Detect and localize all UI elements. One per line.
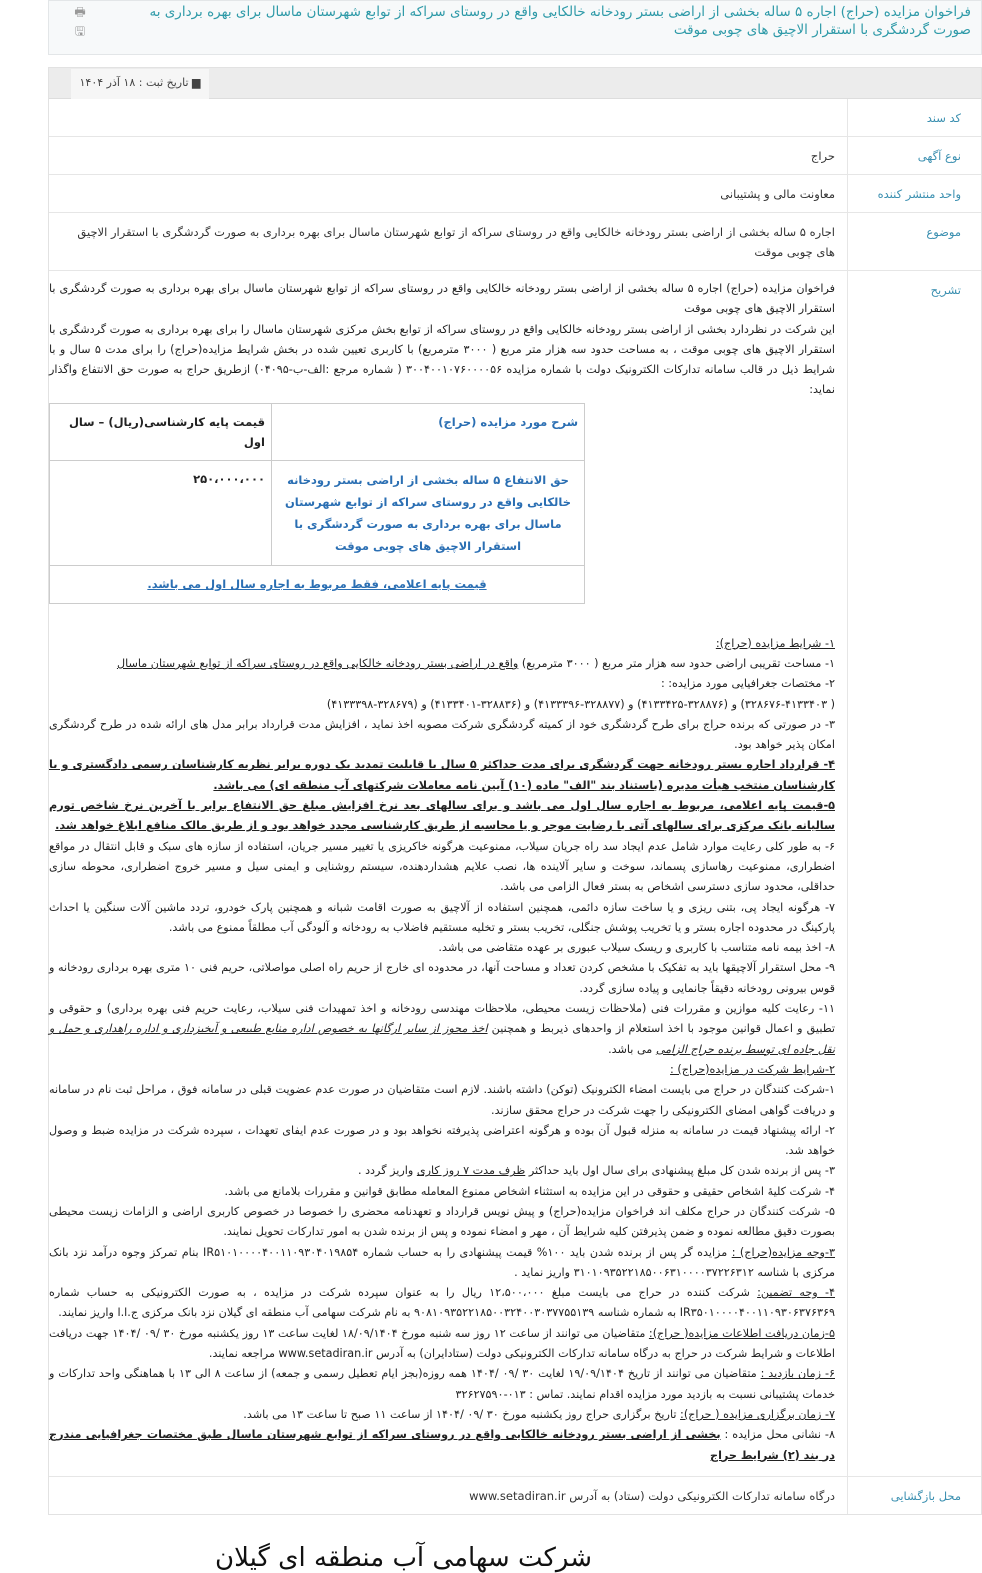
condition-text: واریز گردد . bbox=[357, 1164, 417, 1178]
condition-text: ۹- محل استقرار آلاچیقها باید به تفکیک با مشخص کردن تعداد و مساحت آنها، در محدوده ای خارج از حریم راه اصلی مواصلاتی، حریم فنی ۱۰ متری بهره برداری رودخانه و قوس بیرونی رودخانه دقیقاً جانمایی و پیاده سازی گردد. bbox=[49, 961, 835, 995]
subject-value: اجاره ۵ ساله بخشی از اراضی بستر رودخانه خالکایی واقع در روستای سراکه از توابع شهرستان ماسال برای بهره برداری به صورت گردشگری با استقرار الاچیق های چوبی موقت bbox=[77, 225, 835, 259]
footer-company: شرکت سهامی آب منطقه ای گیلان bbox=[215, 1542, 592, 1573]
condition-text: ۱-شرکت کنندگان در حراج می بایست امضاء الکترونیک (توکن) داشته باشند. لازم است متقاضیان در صورت عدم عضویت قبلی در سامانه فوق ، مراحل ثبت نام در سامانه و دریافت گواهی امضای الکترونیکی را جهت شرکت در حراج محقق سازند. bbox=[49, 1083, 835, 1117]
condition-text: ۵-زمان دریافت اطلاعات مزایده( حراج): bbox=[648, 1326, 835, 1340]
condition-paragraph bbox=[49, 1324, 835, 1365]
condition-paragraph bbox=[49, 1283, 835, 1324]
condition-text: تاریخ برگزاری حراج روز یکشنبه مورخ ۳۰ /۰۹ /۱۴۰۴ از ساعت ۱۱ صبح تا ساعت ۱۳ می باشد. bbox=[243, 1407, 681, 1421]
condition-paragraph bbox=[49, 695, 835, 715]
condition-text: واقع در اراضی بستر رودخانه خالکایی واقع در روستای سراکه از توابع شهرستان ماسال bbox=[116, 656, 519, 670]
condition-text: می باشد. bbox=[608, 1042, 656, 1056]
opening-label: محل بازگشایی bbox=[847, 1477, 981, 1514]
item-table bbox=[49, 403, 585, 604]
condition-paragraph bbox=[49, 898, 835, 939]
condition-paragraph bbox=[49, 1080, 835, 1121]
condition-text: ظرف مدت ۷ روز کاری bbox=[416, 1164, 526, 1178]
condition-paragraph bbox=[49, 1243, 835, 1284]
details-panel bbox=[48, 67, 982, 1515]
page-title: فراخوان مزایده (حراج) اجاره ۵ ساله بخشی از اراضی بستر رودخانه خالکایی واقع در روستای سراکه از توابع شهرستان ماسال برای بهره برداری به صورت گردشگری با استقرار الاچیق های چوبی موقت bbox=[149, 4, 971, 38]
condition-text: ۱- شرایط مزایده (حراج): bbox=[715, 636, 835, 650]
condition-text: ۵- شرکت کنندگان در حراج مکلف اند فراخوان مزایده(حراج) و پیش نویس قرارداد و تعهدنامه محضری را خصوصا در خصوص کاربری اراضی و الزامات زیست محیطی بصورت دقیق مطالعه نموده و ضمن پذیرفتن کلیه شرایط آن ، مهر و امضاء نموده و پس از برنده شدن به امور تدارکات تحویل نمایند. bbox=[49, 1204, 835, 1239]
condition-paragraph bbox=[49, 1161, 835, 1181]
condition-paragraph bbox=[49, 1364, 835, 1405]
condition-paragraph bbox=[49, 999, 835, 1060]
row-opening bbox=[49, 1477, 981, 1514]
item-price: ۲۵۰،۰۰۰،۰۰۰ bbox=[50, 461, 272, 566]
row-description bbox=[49, 271, 981, 1477]
condition-paragraph bbox=[49, 1425, 835, 1466]
condition-paragraph bbox=[49, 715, 835, 756]
condition-text: ۲- مختصات جغرافیایی مورد مزایده: : bbox=[660, 677, 835, 691]
condition-text: متقاضیان می توانند از تاریخ ۱۹/۰۹/۱۴۰۴ لغایت ۳۰ /۰۹ /۱۴۰۴ همه روزه(بجز ایام تعطیل رسمی و جمعه) از ساعت ۸ الی ۱۳ با هماهنگی واحد تدارکات و خدمات پشتیبانی نسبت به بازدید مورد مزایده اقدام نمایند. تماس : ۰۱۳-۳۲۶۲۷۵۹۰ bbox=[49, 1367, 835, 1401]
row-type bbox=[49, 137, 981, 175]
opening-value: درگاه سامانه تدارکات الکترونیکی دولت (ستاد) به آدرس www.setadiran.ir bbox=[469, 1488, 835, 1503]
condition-text: ۳-وجه مزایده(حراج) : bbox=[731, 1245, 835, 1259]
condition-text: ۳- در صورتی که برنده حراج برای طرح گردشگری خود از کمیته گردشگری شرکت مصوبه اخذ نماید ، افزایش مدت قرارداد برابر مدل های ارائه شده در طرح گردشگری امکان پذیر خواهد بود. bbox=[49, 717, 835, 752]
price-note: قیمت پایه اعلامی، فقط مربوط به اجاره سال اول می باشد. bbox=[50, 566, 585, 603]
description-body bbox=[43, 271, 847, 1476]
condition-paragraph bbox=[49, 938, 835, 958]
condition-text: ۲- ارائه پیشنهاد قیمت در سامانه به منزله قبول آن بوده و هرگونه اعتراضی پذیرفته نخواهد بود و در صورت عدم ایفای تعهدات ، سپرده شرکت در مزایده ضبط و وصول خواهد شد. bbox=[49, 1123, 835, 1158]
col-header-desc: شرح مورد مزایده (حراج) bbox=[272, 403, 585, 461]
condition-text: ۶- زمان بازدید : bbox=[760, 1367, 835, 1381]
row-code bbox=[49, 99, 981, 137]
condition-text: شرکت کننده در حراج می بایست مبلغ ۱۲،۵۰۰،۰۰۰ ریال را به عنوان سپرده شرکت در مزایده ، به صورت الکترونیکی به حساب شماره IR۳۵۰۱۰۰۰۰۴۰۰۱۱۰۹۳۰۶۳۷۶۳۶۹ به شماره شناسه ۹۰۸۱۰۹۳۵۲۲۱۸۵۰۰۳۲۴۰۰۳۰۳۷۷۵۵۱۳۹ به نام شرکت سهامی آب منطقه ای گیلان نزد بانک مرکزی ج.ا.ا واریز نمایند. bbox=[49, 1286, 835, 1320]
condition-text: ( ۳۲۸۶۷۶-۴۱۳۳۴۰۳) و (۳۲۸۸۷۶-۴۱۳۳۴۲۵) و (۳۲۸۸۷۷-۴۱۳۳۳۹۶) و (۳۲۸۸۳۶-۴۱۳۳۴۰۱) و (۳۲۸۶۷۹-۴۱۳۳۳۹۸) bbox=[326, 697, 835, 711]
condition-text: ۶- به طور کلی رعایت موارد شامل عدم ایجاد سد راه جریان سیلاب، ممنوعیت هرگونه خاکریزی یا تغییر مسیر جریان، استفاده از سازه های سبک و قابل انتقال در مواقع اضطراری، ممنوعیت رهاسازی پسماند، سوخت و سایر آلاینده ها، نصب علایم هشداردهنده، سیستم روشنایی و ایمنی سیل و مسیر خروج اضطراری، محوطه سازی حداقلی، محدود سازی دسترسی اشخاص به بستر فعال الزامی می باشد. bbox=[49, 839, 835, 894]
conditions-list bbox=[49, 634, 835, 1466]
condition-paragraph bbox=[49, 654, 835, 674]
condition-paragraph bbox=[49, 1202, 835, 1243]
publisher-label: واحد منتشر کننده bbox=[847, 175, 981, 212]
condition-paragraph bbox=[49, 1405, 835, 1425]
row-subject bbox=[49, 213, 981, 271]
panel-header bbox=[49, 68, 981, 99]
condition-paragraph bbox=[49, 1182, 835, 1202]
toolbar bbox=[73, 3, 87, 41]
condition-text: ۷- هرگونه ایجاد پی، بتنی ریزی و یا ساخت سازه دائمی، همچنین استفاده از آلاچیق به صورت اقامت شبانه و همچنین پارک خودرو، تردد ماشین آلات سنگین یا احداث پارکینگ در محدوده اجاره بستر و یا تخریب پوشش جنگلی، تخریب بستر و تخلیه مستقیم فاضلاب به رودخانه و آلودگی آب مطلقاً ممنوع می باشد. bbox=[49, 900, 835, 934]
condition-paragraph bbox=[49, 837, 835, 898]
publisher-value: معاونت مالی و پشتیبانی bbox=[720, 187, 835, 201]
type-label: نوع آگهی bbox=[847, 137, 981, 174]
condition-text: ۱- مساحت تقریبی اراضی حدود سه هزار متر مربع ( ۳۰۰۰ مترمربع) bbox=[518, 656, 835, 670]
save-icon[interactable]: 🖫 bbox=[74, 24, 86, 38]
condition-text: اخذ مجوز از سایر ارگانها به خصوص اداره منابع طبیعی و آبخیزداری و اداره راهداری و حمل و نقل جاده ای توسط برنده حراج الزامی bbox=[49, 1022, 835, 1056]
condition-text: مزایده گر پس از برنده شدن باید ۱۰۰% قیمت پیشنهادی را به حساب شماره IR۵۱۰۱۰۰۰۰۴۰۰۱۱۰۹۳۰۴۰۱۹۸۵۴ بنام تمرکز وجوه درآمد نزد بانک مرکزی با شناسه ۳۱۰۱۰۹۳۵۲۲۱۸۵۰۰۶۳۱۰۰۰۰۳۷۲۲۶۳۱۲ واریز نماید . bbox=[49, 1245, 835, 1279]
condition-paragraph bbox=[49, 674, 835, 694]
print-icon[interactable]: 🖶 bbox=[74, 5, 86, 19]
description-label: تشریح bbox=[847, 271, 981, 1476]
condition-paragraph bbox=[49, 634, 835, 654]
condition-text: ۴- قرارداد اجاره بستر رودخانه جهت گردشگری برای مدت حداکثر ۵ سال با قابلیت تمدید یک دوره برابر نظریه کارشناسان رسمی دادگستری و یا کارشناسان منتخب هیأت مدیره (باستناد بند "الف" ماده (۱۰) آیین نامه معاملات شرکتهای آب منطقه ای) می باشد. bbox=[49, 758, 835, 792]
title-box bbox=[48, 0, 982, 55]
condition-paragraph bbox=[49, 958, 835, 999]
code-label: کد سند bbox=[847, 99, 981, 136]
condition-text: ۸- نشانی محل مزایده : bbox=[720, 1428, 835, 1442]
condition-text: ۴- وجه تضمین: bbox=[757, 1286, 835, 1300]
row-publisher bbox=[49, 175, 981, 213]
col-header-price: قیمت پایه کارشناسی(ریال) – سال اول bbox=[50, 403, 272, 461]
code-value bbox=[49, 99, 847, 136]
item-desc: حق الانتفاع ۵ ساله بخشی از اراضی بستر رودخانه خالکایی واقع در روستای سراکه از توابع شهرستان ماسال برای بهره برداری به صورت گردشگری با استقرار الاچیق های چوبی موقت bbox=[272, 461, 585, 566]
date-tab[interactable] bbox=[71, 69, 209, 99]
condition-text: بخشی از اراضی بستر رودخانه خالکایی واقع در روستای سراکه از توابع شهرستان ماسال طبق مختصات جغرافیایی مندرج در بند (۲) شرایط حراج bbox=[49, 1428, 835, 1462]
condition-text: ۷- زمان برگزاری مزایده ( حراج): bbox=[680, 1407, 835, 1421]
intro-paragraph: این شرکت در نظردارد بخشی از اراضی بستر رودخانه خالکایی واقع در روستای سراکه از توابع بخش مرکزی شهرستان ماسال را برای بهره برداری به صورت گردشگری با استقرار الاچیق های چوبی موقت ، به مساحت حدود سه هزار متر مربع ( ۳۰۰۰ مترمربع) با کاربری تعیین شده در بخش شرایط مزایده(حراج) را برای مدت ۵ سال و با شرایط ذیل در قالب سامانه تدارکات الکترونیک دولت با شماره مزایده ۳۰۰۴۰۰۱۰۷۶۰۰۰۰۵۶ ( شماره مرجع :الف-ب-۰۴۰۹۵) ازطریق حراج به صورت حق الانتفاع واگذار نماید: bbox=[49, 322, 835, 397]
subject-label: موضوع bbox=[847, 213, 981, 270]
registration-date: تاریخ ثبت : ۱۸ آذر ۱۴۰۴ bbox=[79, 76, 189, 89]
type-value: حراج bbox=[810, 149, 835, 163]
condition-paragraph bbox=[49, 796, 835, 837]
calendar-icon: ▆ bbox=[192, 76, 201, 89]
condition-text: متقاضیان می توانند از ساعت ۱۲ روز سه شنبه مورخ ۱۸/۰۹/۱۴۰۴ لغایت ساعت ۱۳ روز یکشنبه مورخ ۳۰ /۰۹ /۱۴۰۴ جهت دریافت اطلاعات و شرایط شرکت در حراج به درگاه سامانه تدارکات الکترونیکی دولت (ستادایران) به آدرس www.setadiran.ir مراجعه نمایند. bbox=[49, 1326, 835, 1361]
condition-paragraph bbox=[49, 1060, 835, 1080]
condition-paragraph bbox=[49, 755, 835, 796]
intro-paragraph: فراخوان مزایده (حراج) اجاره ۵ ساله بخشی از اراضی بستر رودخانه خالکایی واقع در روستای سراکه از توابع شهرستان ماسال برای بهره برداری به صورت گردشگری با استقرار الاچیق های چوبی موقت bbox=[49, 282, 835, 316]
condition-text: ۸- اخذ بیمه نامه متناسب با کاربری و ریسک سیلاب عبوری بر عهده متقاضی می باشد. bbox=[438, 941, 835, 955]
condition-text: ۵-قیمت پایه اعلامی، مربوط به اجاره سال اول می باشد و برای سالهای بعد نرخ افزایش مبلغ حق الانتفاع برابر با آخرین نرخ شاخص تورم سالیانه بانک مرکزی برای سالهای آتی با رضایت موجر و یا محاسبه از طریق کارشناسی مجدد خواهد بود و از طریق مالک منافع ابلاغ خواهد شد. bbox=[49, 799, 835, 833]
condition-text: ۱۱- رعایت کلیه موازین و مقررات فنی (ملاحظات زیست محیطی، ملاحظات مهندسی رودخانه و اخذ تمهیدات فنی سیلاب، رعایت حریم فنی بهره برداری) و حقوقی و تطبیق و اعمال قوانین موجود با اخذ استعلام از واحدهای ذیربط و همچنین bbox=[49, 1002, 835, 1036]
condition-text: ۲-شرایط شرکت در مزایده(حراج) : bbox=[670, 1062, 835, 1076]
condition-paragraph bbox=[49, 1121, 835, 1162]
condition-text: ۴- شرکت کلیهٔ اشخاص حقیقی و حقوقی در این مزایده به استثناء اشخاص ممنوع المعامله مطابق قوانین و مقررات بلامانع می باشد. bbox=[224, 1184, 835, 1198]
condition-text: ۳- پس از برنده شدن کل مبلغ پیشنهادی برای سال اول باید حداکثر bbox=[525, 1164, 835, 1178]
